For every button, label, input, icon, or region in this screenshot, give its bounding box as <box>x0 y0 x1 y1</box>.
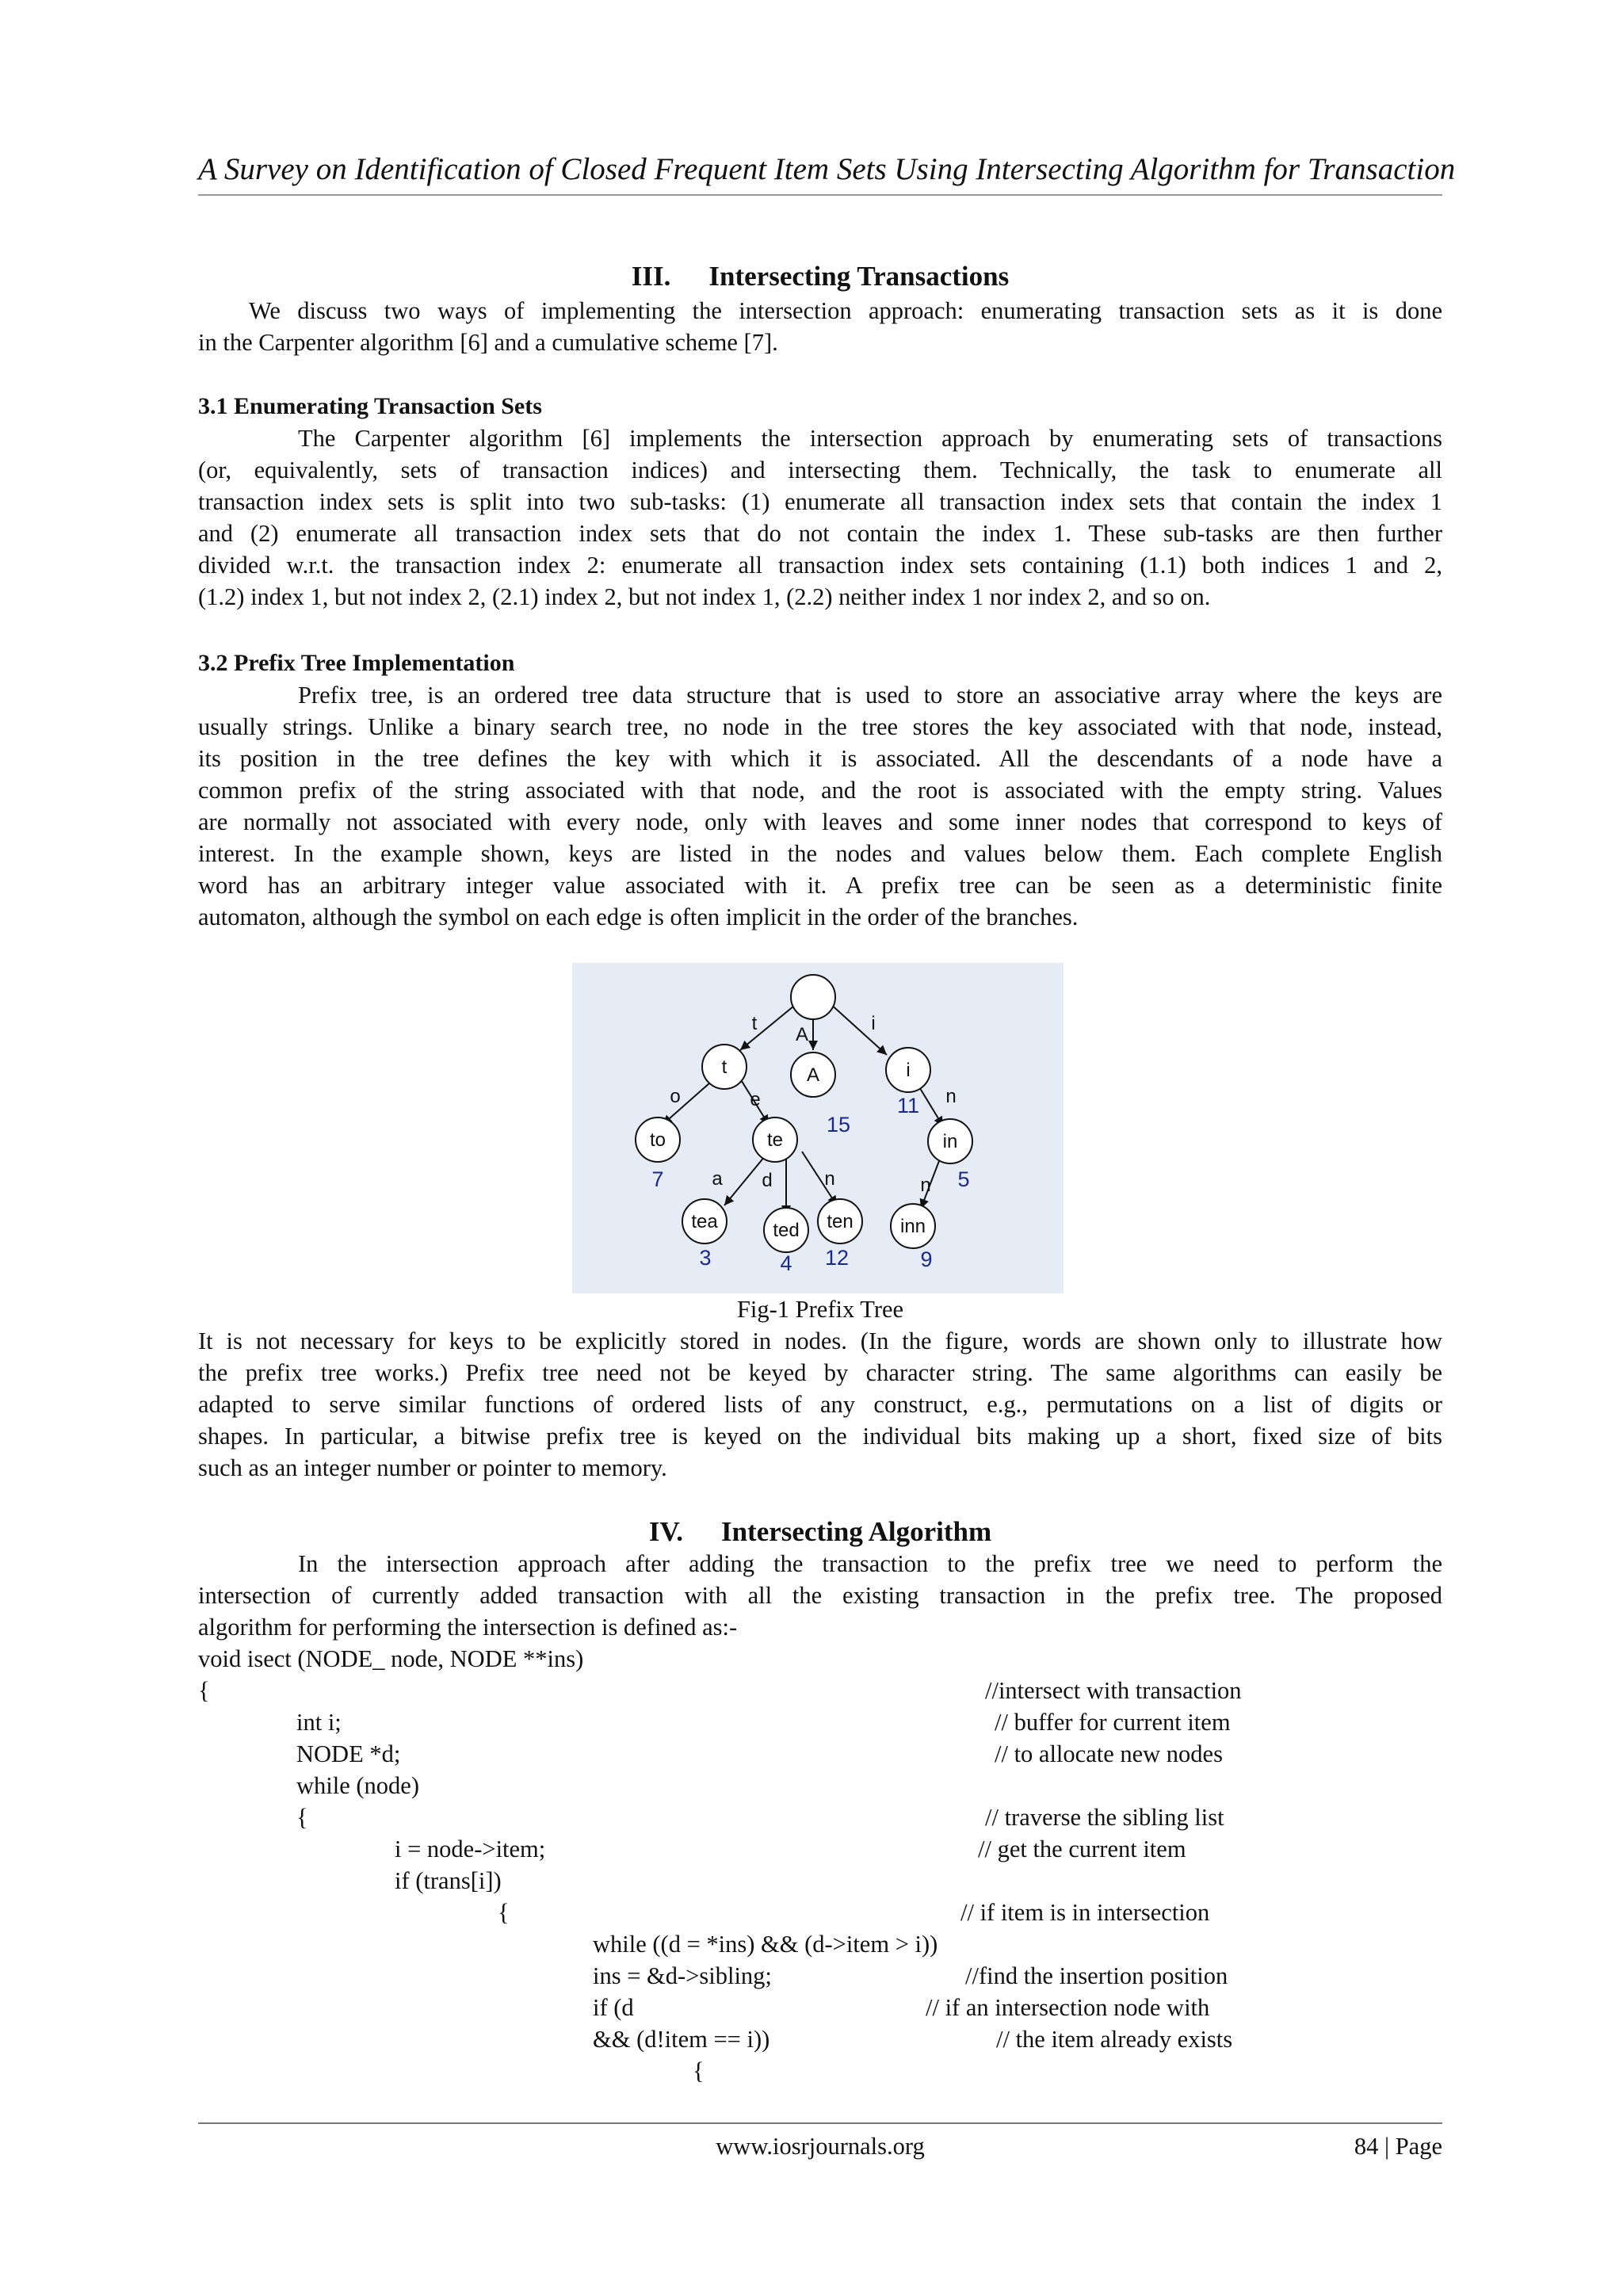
text-line: (or, equivalently, sets of transaction indices) and intersecting them. Technically, the task to enumerate all <box>198 457 1442 483</box>
text-line: interest. In the example shown, keys are listed in the nodes and values below them. Each complete English <box>198 840 1442 867</box>
code-comment: // if an intersection node with <box>926 1994 1210 2021</box>
edge-label: n <box>920 1175 931 1196</box>
section-4-title: Intersecting Algorithm <box>720 1516 992 1547</box>
footer-page-number: 84 | Page <box>1354 2133 1442 2160</box>
node-label: A <box>806 1064 820 1086</box>
text-line: shapes. In particular, a bitwise prefix tree is keyed on the individual bits making up a short, fixed size of bits <box>198 1423 1442 1450</box>
edge-label: n <box>945 1086 957 1107</box>
code-comment: // traverse the sibling list <box>985 1804 1224 1831</box>
node-label: to <box>649 1129 666 1151</box>
text-line: The Carpenter algorithm [6] implements the intersection approach by enumerating sets of transactions <box>298 425 1442 452</box>
code-line: if (trans[i]) <box>395 1867 502 1894</box>
header-rule <box>198 194 1442 196</box>
section-4-number: IV. <box>648 1516 683 1547</box>
node-label: inn <box>899 1216 926 1237</box>
node-label: in <box>942 1131 958 1152</box>
subsection-3-2-paragraph <box>198 679 1442 933</box>
code-comment: // if item is in intersection <box>960 1899 1210 1926</box>
section-3-intro <box>198 295 1442 358</box>
prefix-tree-figure <box>572 963 1064 1293</box>
edge-label: t <box>751 1013 758 1034</box>
text-line: its position in the tree defines the key with which it is associated. All the descendants of a node have a <box>198 745 1442 772</box>
text-line: In the intersection approach after adding the transaction to the prefix tree we need to perform the <box>298 1550 1442 1577</box>
subsection-3-2-title: 3.2 Prefix Tree Implementation <box>198 650 515 676</box>
text-line: transaction index sets is split into two sub-tasks: (1) enumerate all transaction index sets that contain the index 1 <box>198 488 1442 515</box>
code-line: i = node->item; <box>395 1836 546 1862</box>
code-comment: // to allocate new nodes <box>995 1740 1223 1767</box>
section-4-intro <box>198 1548 1442 1643</box>
node-value: 15 <box>826 1113 851 1137</box>
section-3-heading <box>198 260 1442 293</box>
text-line: algorithm for performing the intersection is defined as:- <box>198 1614 738 1641</box>
running-head: A Survey on Identification of Closed Frequent Item Sets Using Intersecting Algorithm for Transaction <box>198 152 1456 186</box>
node-label: ten <box>827 1211 854 1232</box>
text-line: in the Carpenter algorithm [6] and a cumulative scheme [7]. <box>198 329 778 356</box>
edge-root-t <box>740 1003 798 1050</box>
text-line: divided w.r.t. the transaction index 2: enumerate all transaction index sets containing (1.1) both indices 1 and 2, <box>198 552 1442 579</box>
node-value: 5 <box>957 1167 970 1191</box>
node-value: 3 <box>699 1246 712 1270</box>
subsection-3-1-paragraph <box>198 422 1442 613</box>
node-root <box>791 975 835 1019</box>
footer-rule <box>198 2122 1442 2124</box>
text-line: It is not necessary for keys to be explicitly stored in nodes. (In the figure, words are shown only to illustrate how <box>198 1328 1442 1354</box>
figure-caption: Fig-1 Prefix Tree <box>736 1296 904 1323</box>
code-line: { <box>693 2057 705 2084</box>
text-line: (1.2) index 1, but not index 2, (2.1) index 2, but not index 1, (2.2) neither index 1 nor index 2, and so on. <box>198 583 1211 610</box>
node-value: 11 <box>896 1094 920 1117</box>
text-line: the prefix tree works.) Prefix tree need not be keyed by character string. The same algorithms can easily be <box>198 1359 1442 1386</box>
code-line: if (d <box>593 1994 634 2021</box>
text-line: are normally not associated with every node, only with leaves and some inner nodes that correspond to keys of <box>198 808 1442 835</box>
text-line: We discuss two ways of implementing the intersection approach: enumerating transaction sets as it is done <box>249 297 1442 324</box>
section-4-heading <box>198 1515 1442 1549</box>
text-line: word has an arbitrary integer value associated with it. A prefix tree can be seen as a deterministic finite <box>198 872 1442 899</box>
text-line: usually strings. Unlike a binary search tree, no node in the tree stores the key associated with that node, instead, <box>198 713 1442 740</box>
code-line: void isect (NODE_ node, NODE **ins) <box>198 1645 584 1672</box>
text-line: Prefix tree, is an ordered tree data structure that is used to store an associative array where the keys are <box>298 682 1442 709</box>
code-comment: //intersect with transaction <box>985 1677 1242 1704</box>
code-line: { <box>198 1677 210 1704</box>
edge-label: A <box>795 1024 809 1045</box>
edge-label: d <box>762 1170 773 1191</box>
edge-label: a <box>712 1168 723 1190</box>
subsection-3-1-title: 3.1 Enumerating Transaction Sets <box>198 393 542 419</box>
edge-label: i <box>871 1013 876 1034</box>
footer-url: www.iosrjournals.org <box>716 2133 925 2160</box>
code-line: NODE *d; <box>296 1740 401 1767</box>
text-line: such as an integer number or pointer to memory. <box>198 1454 667 1481</box>
edge-label: o <box>670 1086 681 1107</box>
section-3-title: Intersecting Transactions <box>708 261 1010 292</box>
node-label: i <box>906 1060 911 1081</box>
node-label: tea <box>691 1211 718 1232</box>
code-line: { <box>498 1899 510 1926</box>
section-3-number: III. <box>631 261 671 292</box>
text-line: intersection of currently added transaction with all the existing transaction in the prefix tree. The proposed <box>198 1582 1442 1609</box>
code-line: ins = &d->sibling; <box>593 1962 772 1989</box>
prefix-tree-diagram <box>572 963 1064 1293</box>
code-line: { <box>296 1804 308 1831</box>
after-figure-paragraph <box>198 1325 1442 1484</box>
code-comment: //find the insertion position <box>965 1962 1228 1989</box>
code-comment: // get the current item <box>978 1836 1186 1862</box>
node-label: te <box>766 1129 784 1151</box>
text-line: adapted to serve similar functions of ordered lists of any construct, e.g., permutations on a list of digits or <box>198 1391 1442 1418</box>
code-line: while (node) <box>296 1772 419 1799</box>
node-value: 12 <box>824 1246 850 1270</box>
node-value: 7 <box>651 1167 664 1191</box>
text-line: and (2) enumerate all transaction index sets that do not contain the index 1. These sub-tasks are then further <box>198 520 1442 547</box>
text-line: common prefix of the string associated with that node, and the root is associated with the empty string. Values <box>198 777 1442 804</box>
edge-label: e <box>750 1089 761 1110</box>
node-value: 4 <box>780 1251 792 1275</box>
code-comment: // the item already exists <box>996 2026 1233 2053</box>
edge-label: n <box>824 1168 835 1190</box>
text-line: automaton, although the symbol on each edge is often implicit in the order of the branches. <box>198 904 1079 930</box>
code-line: && (d!item == i)) <box>593 2026 770 2053</box>
code-line: int i; <box>296 1709 342 1736</box>
node-label: ted <box>773 1220 800 1241</box>
code-line: while ((d = *ins) && (d->item > i)) <box>593 1931 938 1958</box>
node-label: t <box>721 1056 727 1078</box>
edge-root-i <box>829 1003 887 1055</box>
code-comment: // buffer for current item <box>995 1709 1231 1736</box>
node-value: 9 <box>920 1247 933 1271</box>
